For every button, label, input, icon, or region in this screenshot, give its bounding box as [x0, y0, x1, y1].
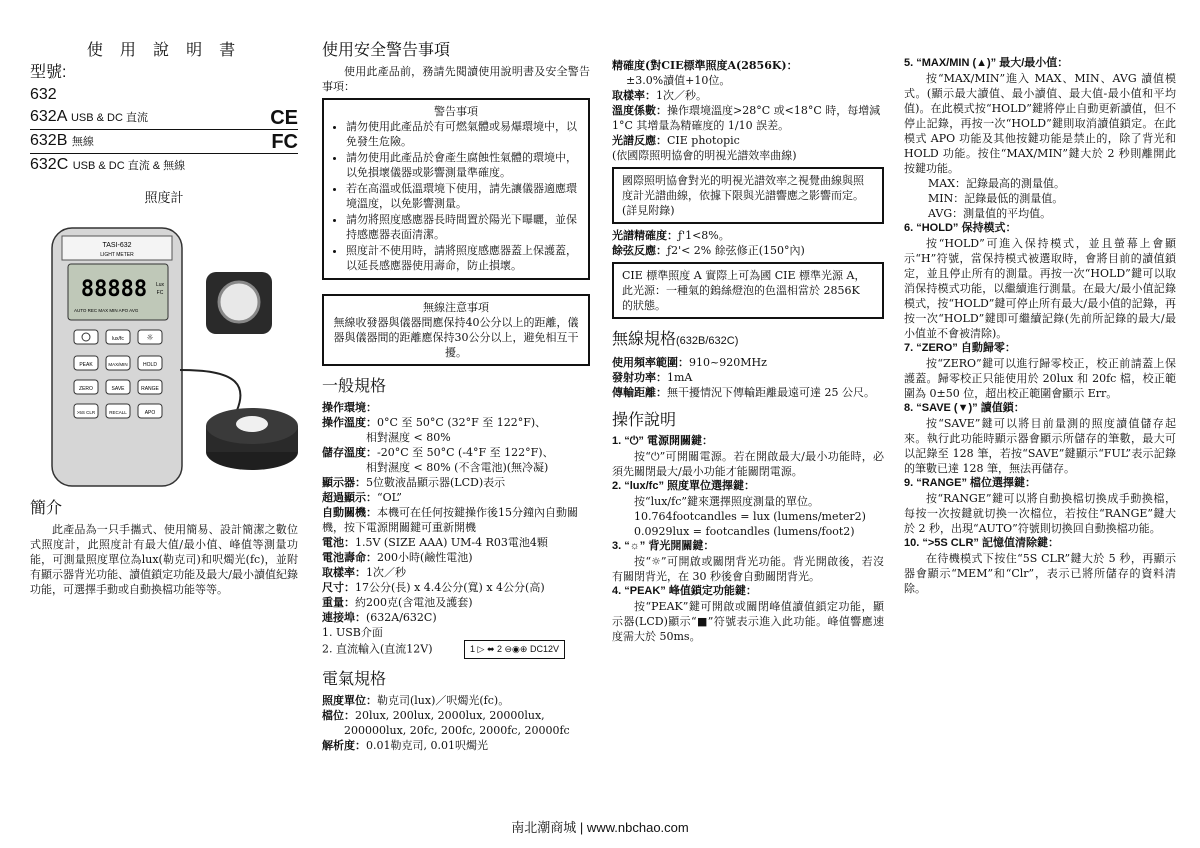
column-1 [30, 40, 298, 597]
warning-box-title: 警告事項 [434, 105, 478, 118]
key-hold: HOLD [143, 362, 157, 368]
ce-mark-icon: CE [270, 106, 298, 129]
key-recall: RECALL [109, 410, 127, 415]
key-peak: PEAK [79, 362, 93, 368]
wireless-box-text: 無線收發器與儀器間應保持40公分以上的距離，儀器與儀器間的距離應保持30公分以上，避免相互干擾。 [333, 316, 579, 359]
column-3: 精確度(對CIE標準照度A(2856K)： ±3.0%讀值+10位。 取樣率：1次／秒。 溫度係數：操作環境溫度>28°C 或<18°C 時，每增減 1°C 其增量為精確度的 1/10 誤差。 光譜反應：CIE photopic (依國際照明協會的明視光譜效率曲線) 國際照明協會對光的明視光譜效率之視覺曲線與照度計光譜曲線，依據下限與光譜響應之影響而定。(詳見附錄) 光譜精確度：ƒ'1<8%。 餘弦反應：ƒ2'< 2% 餘弦修正(150°內) CIE 標準照度 A 實際上可為國 CIE 標準光源 A，此光源：一種氣的鎢絲燈泡的色溫相當於 2856K 的狀態。 無線規格(632B/632C) 使用頻率範圍：910~920MHz 發射功率：1mA 傳輸距離：無干擾情況下傳輸距離最遠可達 25 公尺。 操作說明 1. “⏻” 電源開關鍵： 按“⏻”可開關電源。若在開啟最大/最小功能時，必須先關閉最大/最小功能才能關閉電源。 2. “lux/fc” 照度單位選擇鍵： 按“lux/fc”鍵來選擇照度測量的單位。 10.764footcandles = lux (lumens/meter2) 0.0929lux = footcandles (lumens/foot2) 3. “☼” 背光開關鍵： 按“☼”可開啟或關閉背光功能。背光開啟後，若沒有關閉背光，在 30 秒後會自動關閉背光。 4. “PEAK” 峰值鎖定功能鍵： 按“PEAK”鍵可開啟或關閉峰值讀值鎖定功能，顯示器(LCD)顯示“■”符號表示進入此功能。峰值響應速度需大於 50ms。 [612, 59, 884, 643]
general-spec-title: 一般規格 [322, 376, 387, 395]
warning-item: • 照度計不使用時，請將照度感應器蓋上保護蓋，以延長感應器使用壽命，防止損壞。 [346, 243, 580, 273]
wireless-box-title: 無線注意事項 [423, 301, 489, 314]
key-apo: APO [144, 410, 156, 416]
lcd-unit-fc: FC [156, 290, 164, 296]
operation-item: 3. “☼” 背光開關鍵： 按“☼”可開啟或關閉背光功能。背光開啟後，若沒有關閉背光，在 30 秒後會自動關閉背光。 [612, 540, 884, 583]
device-brand: TASI-632 [102, 242, 132, 249]
operation-item: 7. “ZERO” 自動歸零： 按“ZERO”鍵可以進行歸零校正，校正前請蓋上保護蓋。歸零校正只能使用於 20lux 和 20fc 檔，校正範圍為 0±50 位，超出校正範圍會顯示 Err。 [904, 342, 1176, 400]
operation-item: 9. “RANGE” 檔位選擇鍵： 按“RANGE”鍵可以將自動換檔切換成手動換檔，每按一次按鍵就切換一次檔位，若按住“RANGE”鍵大於 2 秒，出現“AUTO”符號則切換回自動換檔功能。 [904, 477, 1176, 535]
operation-title: 操作說明 [612, 410, 677, 429]
lcd-unit-lux: Lux [155, 282, 165, 288]
light-meter-illustration [30, 220, 298, 490]
port-label-2: 2 [497, 644, 503, 654]
warning-item: • 請勿使用此產品於會產生腐蝕性氣體的環境中，以免損壞儀器或影響測量準確度。 [346, 150, 580, 180]
key-clr: >5S CLR [76, 410, 96, 415]
model-label: 型號: [30, 64, 67, 81]
column-2 [322, 40, 590, 753]
electrical-spec: 照度單位：勒克司(lux)／呎燭光(fc)。 檔位：20lux, 200lux, 2000lux, 20000lux, 200000lux, 20fc, 200fc, 2000fc, 20000fc 解析度：0.01勒克司, 0.01呎燭光 [322, 694, 570, 752]
safety-title: 使用安全警告事項 [322, 40, 451, 59]
operation-item: 10. “>5S CLR” 記憶值清除鍵： 在待機模式下按住“5S CLR”鍵大於 5 秒，再顯示器會顯示“MEM”和“Clr”，表示已將所儲存的資料清除。 [904, 537, 1176, 595]
safety-intro: 使用此產品前，務請先閱讀使用說明書及安全警告事項： [322, 65, 590, 93]
lcd-reading: 88888 [80, 277, 148, 302]
wireless-box [322, 294, 590, 366]
warning-item: • 請勿使用此產品於有可燃氣體或易爆環境中，以免發生危險。 [346, 119, 580, 149]
device-sub: LIGHT METER [100, 252, 134, 258]
warning-item: • 若在高溫或低溫環境下使用，請先讓儀器適應環境溫度，以免影響測量。 [346, 181, 580, 211]
operation-item: 8. “SAVE (▼)” 讀值鎖： 按“SAVE”鍵可以將目前量測的照度讀值儲存起來。執行此功能時顯示器會顯示所儲存的筆數，最大可以記錄至 128 筆，若按“SAVE”鍵顯示“FUL”表示記錄的筆數已達 128 筆，無法再儲存。 [904, 402, 1176, 475]
model-line-3: 632B 無線 FC [30, 130, 298, 153]
figure-title: 照度計 [144, 191, 184, 206]
model-line-1: 632 [30, 86, 57, 103]
accuracy-spec: 精確度(對CIE標準照度A(2856K)： ±3.0%讀值+10位。 取樣率：1次／秒。 溫度係數：操作環境溫度>28°C 或<18°C 時，每增減 1°C 其增量為精確度的 1/10 誤差。 光譜反應：CIE photopic (依國際照明協會的明視光譜效率曲線) [612, 59, 881, 162]
operation-item: 4. “PEAK” 峰值鎖定功能鍵： 按“PEAK”鍵可開啟或關閉峰值讀值鎖定功能，顯示器(LCD)顯示“■”符號表示進入此功能。峰值響應速度需大於 50ms。 [612, 585, 884, 643]
model-line-2: 632A USB & DC 直流 CE [30, 106, 298, 129]
column-4 [904, 56, 1176, 596]
port-diagram: 1 ▷ ⬌ 2 ⊖◉⊕ DC12V [464, 640, 565, 659]
warning-item: • 請勿將照度感應器長時間置於陽光下曝曬，並保持感應器表面清潔。 [346, 212, 580, 242]
cie-note-box: CIE 標準照度 A 實際上可為國 CIE 標準光源 A，此光源：一種氣的鎢絲燈泡的色溫相當於 2856K 的狀態。 [612, 262, 884, 319]
general-spec: 操作環境： 操作溫度：0°C 至 50°C (32°F 至 122°F)、 相對濕度 < 80% 儲存溫度：-20°C 至 50°C (-4°F 至 122°F)、 相對濕度 < 80% (不含電池)(無冷凝) 顯示器：5位數液晶顯示器(LCD)表示 超過顯示：“OL” 自動關機：本機可在任何按鍵操作後15分鐘內自動關機，按下電源開關鍵可重新開機 電池：1.5V (SIZE AAA) UM-4 R03電池4顆 電池壽命：200小時(鹼性電池) 取樣率：1次／秒 尺寸：17公分(長) x 4.4公分(寬) x 4公分(高) 重量：約200克(含電池及護套) 連接埠：(632A/632C) 1. USB介面 2. 直流輸入(直流12V) 1 ▷ ⬌ 2 ⊖◉⊕ DC12V [322, 400, 590, 659]
key-zero: ZERO [79, 386, 93, 392]
electrical-spec-title: 電氣規格 [322, 669, 387, 688]
model-line-4: 632C USB & DC 直流 & 無線 [30, 156, 186, 173]
operation-item: 2. “lux/fc” 照度單位選擇鍵： 按“lux/fc”鍵來選擇照度測量的單位。 10.764footcandles = lux (lumens/meter2) 0.0929lux = footcandles (lumens/foot2) [612, 480, 866, 538]
intro-title: 簡介 [30, 498, 63, 517]
manual-title: 使 用 說 明 書 [86, 40, 242, 59]
key-save: SAVE [111, 386, 125, 392]
key-luxfc: lux/fc [112, 336, 124, 342]
operation-item: 5. “MAX/MIN (▲)” 最大/最小值： 按“MAX/MIN”進入 MAX、MIN、AVG 讀值模式。(顯示最大讀值、最小讀值、最大值-最小值和平均值)。在此模式按“HOLD”鍵將停止自動更新讀值，但不停止記錄，再按一次“HOLD”鍵則取消讀值鎖定。在此模式 APO 功能及其他按鍵功能是禁止的，除了背光和 HOLD 功能。按住“MAX/MIN”鍵大於 2 秒則離開此按鍵功能。 MAX：記錄最高的測量值。 MIN：記錄最低的測量值。 AVG：測量值的平均值。 [904, 57, 1176, 220]
rf-spec: 使用頻率範圍：910~920MHz 發射功率：1mA 傳輸距離：無干擾情況下傳輸距離最遠可達 25 公尺。 [612, 356, 875, 399]
spectral-note-box: 國際照明協會對光的明視光譜效率之視覺曲線與照度計光譜曲線，依據下限與光譜響應之影響而定。(詳見附錄) [612, 167, 884, 224]
svg-text:☼: ☼ [146, 333, 154, 342]
rf-spec-title: 無線規格(632B/632C) [612, 329, 739, 348]
footer-watermark: 南北潮商城 | www.nbchao.com [511, 820, 689, 835]
operation-item: 1. “⏻” 電源開關鍵： 按“⏻”可開關電源。若在開啟最大/最小功能時，必須先關閉最大/最小功能才能關閉電源。 [612, 435, 884, 478]
operation-item: 6. “HOLD” 保持模式： 按“HOLD”可進入保持模式，並且螢幕上會顯示“H”符號，當保持模式被選取時，會將目前的讀值鎖定，並且停止所有的測量。再按一次“HOLD”鍵可以取消保持模式功能，以繼續進行測量。在最大/最小值記錄模式，按“HOLD”鍵可停止所有最大/最小值的記錄，再按一次“HOLD”鍵即可繼續記錄(先前所記錄的最大/最小值並不會被清除)。 [904, 222, 1176, 340]
intro-text: 此產品為一只手攜式、使用簡易、設計簡潔之數位式照度計，此照度計有最大值/最小值、峰值等測量功能，可測量照度單位為lux(勒克司)和呎燭光(fc)，並附有顯示器背光功能、讀值鎖定功能及最大/最小讀值紀錄功能，可選擇手動或自動換檔功能等等。 [30, 523, 298, 596]
key-range: RANGE [141, 386, 159, 392]
port-dc12v-label: DC12V [529, 644, 559, 654]
lcd-indicators: AUTO REC MAX MIN APO AVG [74, 308, 139, 313]
key-maxmin: MAX/MIN [108, 362, 128, 367]
warning-box [322, 98, 590, 280]
fcc-mark-icon: FC [271, 130, 298, 153]
port-label-1: 1 [470, 644, 476, 654]
